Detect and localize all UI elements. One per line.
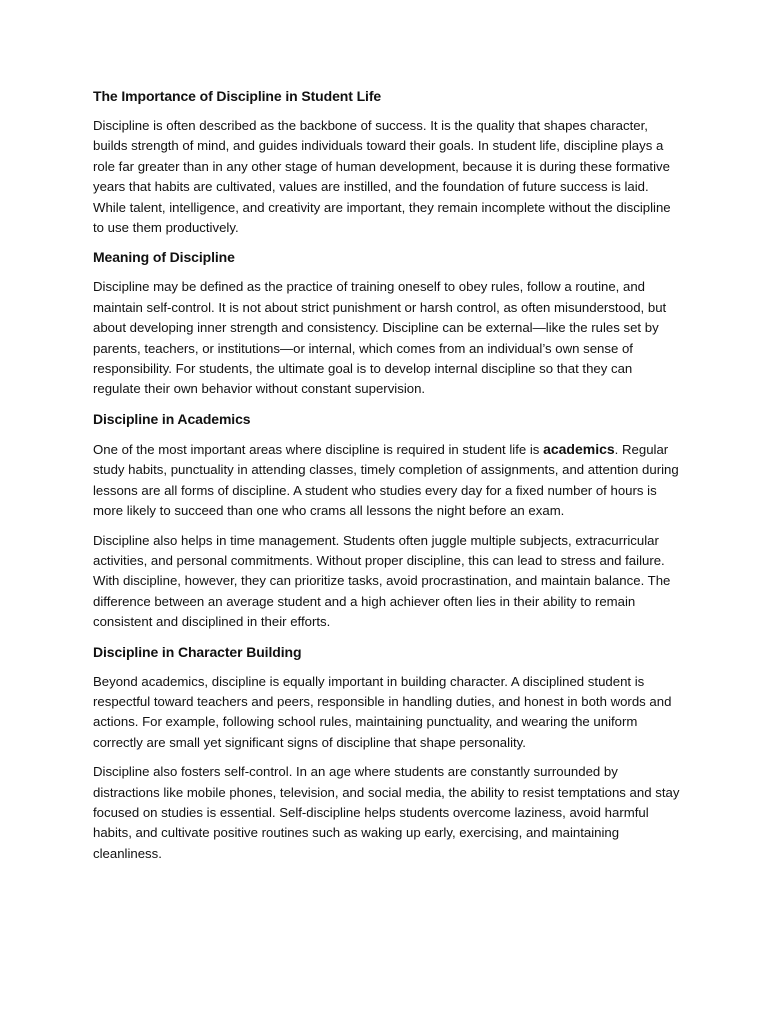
academics-text-before: One of the most important areas where discipline is required in student life is (93, 441, 544, 457)
section-heading-meaning: Meaning of Discipline (93, 249, 235, 266)
section-heading-character: Discipline in Character Building (93, 643, 302, 660)
character-paragraph-2: Discipline also fosters self-control. In an age where students are constantly surrounded by distractions like mobile phones, television, and social media, the ability to resist temptations and stay focused on studies is essential. Self-discipline helps students overcome laziness, avoid harmful habits, and cultivate positive routines such as waking up early, exercising, and maintaining cleanliness. (93, 764, 680, 861)
academics-text-after: . Regular study habits, punctuality in attending classes, timely completion of assignments, and attention during lessons are all forms of discipline. A student who studies every day for a fixed number of hours is more likely to succeed than one who crams all lessons the night before an exam. (93, 441, 679, 519)
intro-paragraph: Discipline is often described as the backbone of success. It is the quality that shapes character, builds strength of mind, and guides individuals toward their goals. In student life, discipline plays a role far greater than in any other stage of human development, because it is during these formative years that habits are cultivated, values are instilled, and the foundation of future success is laid. While talent, intelligence, and creativity are important, they remain incomplete without the discipline to use them productively. (93, 118, 671, 236)
document-page (93, 86, 681, 873)
section-heading-academics: Discipline in Academics (93, 410, 251, 427)
academics-paragraph-1 (93, 439, 681, 522)
character-paragraph-1: Beyond academics, discipline is equally important in building character. A disciplined student is respectful toward teachers and peers, responsible in handling duties, and honest in both words and actions. For example, following school rules, maintaining punctuality, and wearing the uniform correctly are small yet significant signs of discipline that shape personality. (93, 673, 672, 750)
academics-paragraph-2: Discipline also helps in time management. Students often juggle multiple subjects, extracurricular activities, and personal commitments. Without proper discipline, this can lead to stress and failure. With discipline, however, they can prioritize tasks, avoid procrastination, and maintain balance. The difference between an average student and a high achiever often lies in their ability to remain consistent and disciplined in their efforts. (93, 532, 671, 630)
document-title: The Importance of Discipline in Student Life (93, 88, 382, 104)
meaning-paragraph: Discipline may be defined as the practice of training oneself to obey rules, follow a routine, and maintain self-control. It is not about strict punishment or harsh control, as often misunderstood, but about developing inner strength and consistency. Discipline can be external—like the rules set by parents, teachers, or institutions—or internal, which comes from an individual’s own sense of responsibility. For students, the ultimate goal is to develop internal discipline so that they can regulate their own behavior without constant supervision. (93, 279, 667, 397)
academics-bold-term: academics (543, 440, 615, 457)
